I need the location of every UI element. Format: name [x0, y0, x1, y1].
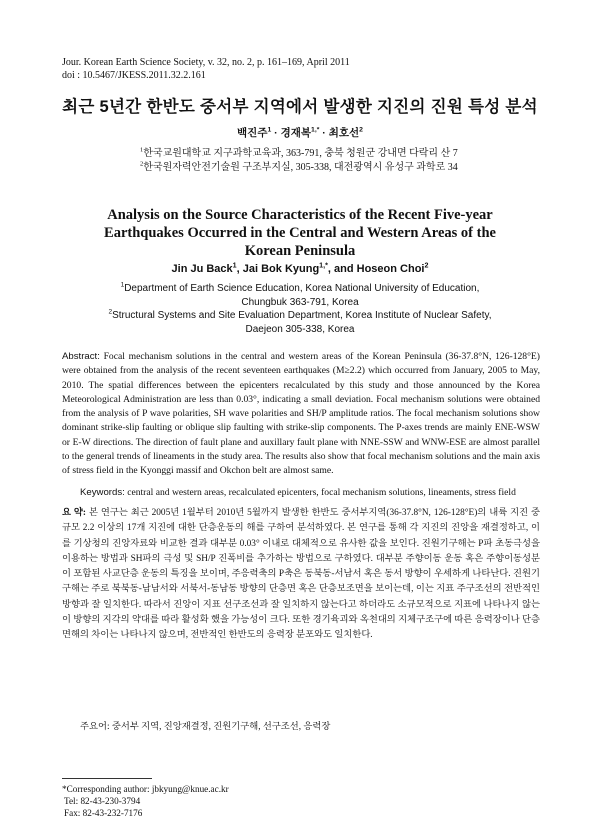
english-author-3: Hoseon Choi	[356, 263, 425, 275]
korean-author-3: 최호선	[328, 127, 360, 139]
affiliation-text: Department of Earth Science Education, Korea National University of Education,	[124, 283, 480, 294]
korean-author-3-affil: 2	[359, 126, 363, 134]
korean-author-1: 백진주	[237, 127, 268, 139]
korean-authors	[0, 125, 600, 140]
korean-keywords-label: 주요어:	[80, 722, 110, 732]
korean-affiliations	[140, 147, 458, 175]
affiliation-marker: 1	[120, 281, 125, 289]
korean-keywords	[80, 720, 540, 734]
abstract-label: Abstract:	[62, 351, 100, 362]
abstract-text: Focal mechanism solutions in the central and western areas of the Korean Peninsula (36-37.8°N, 126-128°E) were obtained from the analysis of the recent seventeen earthquakes (M≥2.2) which occurred from January, 2005 to May, 2010. The spatial differences between the epicenters recalculated by this study and those announced by the Korea Meteorological Administration are less than 0.03°, indicating a small deviation. Focal mechanism solutions were obtained from the analysis of P wave polarities, SH wave polarities and SH/P amplitude ratios. The focal mechanism solutions show dominant strike-slip faulting or oblique slip faulting with strike-slip components. The P-axes trends are mainly ENE-WSW or E-W directions. The direction of fault plane and auxillary fault plane with NNE-SSW and WNW-ESE are almost parallel to the general trends of lineaments in the study area. The results also show that focal mechanism solutions and the main axis of stress field in the Kyonggi massif and Okchon belt are almost same.	[62, 351, 540, 477]
english-affiliation-line	[60, 282, 540, 296]
korean-author-1-affil: 1	[267, 126, 272, 134]
korean-abstract-text: 본 연구는 최근 2005년 1월부터 2010년 5월까지 발생한 한반도 중서부지역(36-37.8°N, 126-128°E)의 내륙 지진 중 규모 2.2 이상의 17개 지진에 대한 단층운동의 해를 구하여 분석하였다. 본 연구를 통해 각 지진의 진앙을 재결정하고, 이를 기상청의 진앙자료와 비교한 결과 대부분 0.03° 이내로 대체적으로 유사한 값을 보인다. 진원기구해는 P파 초동극성을 이용하는 방법과 SH파의 극성 및 SH/P 진폭비를 추가하는 방법으로 구하였다. 대부분 주향이동 운동 혹은 주향이동성분이 포함된 사교단층 운동의 특징을 보이며, 주응력축의 P축은 동북동-서남서 혹은 동서 방향이 우세하게 나타난다. 진원기구해는 주로 북북동-남남서와 서북서-동남동 방향의 단층면 혹은 단층보조면을 보이는데, 이는 지표 주구조선의 전반적인 방향과 잘 일치한다. 따라서 진앙이 지표 선구조선과 잘 일치하지 않는다고 하더라도 소규모적으로 지표에 나타나지 않는 이 방향의 지각의 약대를 따라 활성화 했을 가능성이 크다. 또한 경기육괴와 옥천대의 지체구조구에 따른 응력장이나 단층면해의 차이는 나타나지 않으며, 전반적인 한반도의 응력장 분포와도 일치한다.	[62, 508, 540, 641]
korean-abstract-label: 요 약:	[62, 508, 86, 518]
english-title	[60, 206, 540, 260]
korean-author-separator: ·	[271, 127, 281, 139]
affiliation-marker: 1	[140, 146, 144, 154]
english-author-3-affil: 2	[424, 261, 429, 270]
telephone: Tel: 82-43-230-3794	[64, 796, 141, 806]
journal-citation: Jour. Korean Earth Science Society, v. 32, no. 2, p. 161–169, April 2011	[62, 57, 350, 68]
affiliation-text: Structural Systems and Site Evaluation Department, Korea Institute of Nuclear Safety,	[112, 310, 492, 321]
english-author-separator: , and	[327, 263, 357, 275]
journal-header	[62, 56, 350, 82]
korean-affiliation	[140, 161, 458, 175]
english-author-1-affil: 1	[232, 261, 237, 270]
korean-author-2-affil: 1,*	[311, 126, 320, 134]
english-keywords	[80, 486, 540, 500]
footnote	[62, 783, 229, 819]
korean-author-2: 경재복	[280, 127, 312, 139]
affiliation-marker: 2	[140, 160, 144, 168]
english-title-line: Earthquakes Occurred in the Central and Western Areas of the	[104, 225, 496, 241]
corresponding-author: *Corresponding author: jbkyung@knue.ac.kr	[62, 784, 229, 794]
english-affiliation-line: Chungbuk 363-791, Korea	[241, 296, 359, 308]
korean-keywords-text: 중서부 지역, 진앙재결정, 진원기구해, 선구조선, 응력장	[111, 722, 331, 732]
korean-title: 최근 5년간 한반도 중서부 지역에서 발생한 지진의 진원 특성 분석	[62, 98, 538, 116]
korean-affiliation	[140, 147, 458, 161]
affiliation-text: 한국원자력안전기술원 구조부지실, 305-338, 대전광역시 유성구 과학로 34	[143, 162, 458, 173]
english-author-1: Jin Ju Back	[171, 263, 233, 275]
english-affiliation-line	[60, 309, 540, 323]
affiliation-text: 한국교원대학교 지구과학교육과, 363-791, 충북 청원군 강내면 다락리 산 7	[143, 148, 458, 159]
korean-abstract	[62, 506, 540, 644]
english-author-2-affil: 1,*	[319, 261, 328, 270]
english-affiliations	[60, 282, 540, 336]
english-affiliation-line: Daejeon 305-338, Korea	[245, 323, 355, 335]
english-abstract	[62, 350, 540, 479]
affiliation-marker: 2	[108, 308, 113, 316]
korean-author-separator: ·	[319, 127, 329, 139]
keywords-label: Keywords:	[80, 487, 125, 498]
english-author-2: Jai Bok Kyung	[242, 263, 320, 275]
journal-doi: doi : 10.5467/JKESS.2011.32.2.161	[62, 70, 206, 81]
footnote-divider	[62, 778, 152, 779]
english-title-line: Korean Peninsula	[244, 243, 356, 259]
keywords-text: central and western areas, recalculated epicenters, focal mechanism solutions, lineaments, stress field	[127, 487, 516, 498]
fax: Fax: 82-43-232-7176	[64, 808, 143, 818]
english-authors	[0, 263, 600, 275]
english-title-line: Analysis on the Source Characteristics of the Recent Five-year	[107, 207, 493, 223]
english-author-separator: ,	[236, 263, 243, 275]
